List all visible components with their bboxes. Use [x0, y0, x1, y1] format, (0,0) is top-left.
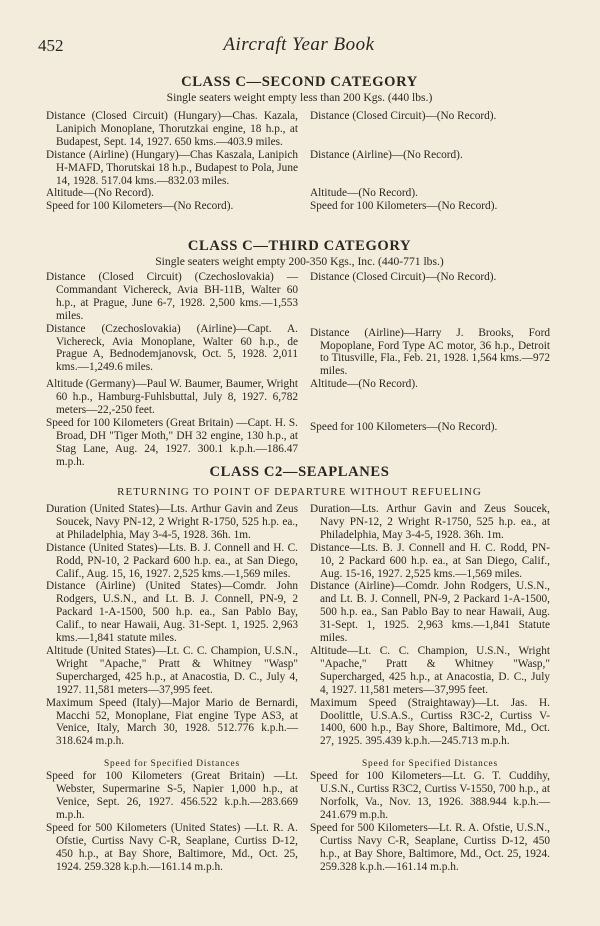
page-number: 452 [38, 36, 64, 55]
record-entry: Speed for 100 Kilometers (Great Britain) —Lt. Webster, Supermarine S-5, Napier 1,000 h.p., at Venice, Sept. 26, 1927. 456.522 k.p.h.—283.669 m.p.h. [46, 770, 298, 821]
page-header [38, 34, 560, 60]
speed-columns [46, 758, 553, 873]
record-entry: Altitude—(No Record). [310, 187, 418, 200]
record-entry: Speed for 100 Kilometers—(No Record). [46, 200, 234, 213]
record-entry: Distance (Czechoslovakia) (Airline)—Capt. A. Vichereck, Avia Monoplane, Walter 60 h.p., de Prague A, Bednodemjanovsk, Oct. 5, 1928. 2,011 kms.—1,249.6 miles. [46, 322, 298, 374]
record-entry: Distance (Closed Circuit)—(No Record). [310, 110, 497, 122]
record-columns [46, 271, 553, 469]
speed-subheading: Speed for Specified Distances [362, 759, 498, 770]
section-class-c-second [46, 74, 553, 213]
record-entry: Maximum Speed (Straightaway)—Lt. Jas. H. Doolittle, U.S.A.S., Curtiss R3C-2, Curtiss V-1400, 600 h.p., Bay Shore, Baltimore, Md., Oct. 27, 1925. 395.439 k.p.h.—245.713 m.p.h. [310, 696, 550, 748]
section-subtitle: Single seaters weight empty less than 200 Kgs. (440 lbs.) [166, 91, 433, 104]
section-title: CLASS C—SECOND CATEGORY [181, 74, 418, 90]
record-entry: Distance (Airline)—Comdr. John Rodgers, U.S.N., and Lt. B. J. Connell, PN-9, 2 Packard 1-A-1500, 500 h.p. ea., San Pablo Bay to near Hawaii, Aug. 31-Sept. 1, 1925. 2,963 kms.—1,841 Statute miles. [310, 580, 550, 645]
record-entry: Altitude—(No Record). [310, 378, 418, 391]
section-title: CLASS C—THIRD CATEGORY [187, 238, 412, 254]
record-entry: Duration (United States)—Lts. Arthur Gavin and Zeus Soucek, Navy PN-12, 2 Wright R-1750, 525 h.p. ea., at Philadelphia, May 3-4-5, 1928. 36h. 1m. [46, 503, 298, 541]
section-class-c2-seaplanes [46, 464, 553, 873]
record-entry: Distance (Airline) (United States)—Comdr. John Rodgers, U.S.N., and Lt. B. J. Connell, PN-9, 2 Packard 1-A-1500, 500 h.p. ea., San Pablo Bay, Calif., to near Hawaii, Aug. 31-Sept. 1, 1925. 2,963 kms.—1,841 statute miles. [46, 580, 298, 645]
record-entry: Distance (Closed Circuit)—(No Record). [310, 271, 497, 283]
record-columns [46, 503, 553, 748]
record-entry: Altitude (Germany)—Paul W. Baumer, Baumer, Wright 60 h.p., Hamburg-Fuhlsbuttal, July 8, 1927. 6,782 meters—22,-250 feet. [46, 378, 298, 417]
record-entry: Distance (Airline)—(No Record). [310, 148, 463, 161]
record-entry: Speed for 100 Kilometers—(No Record). [310, 200, 498, 213]
record-entry: Altitude (United States)—Lt. C. C. Champion, U.S.N., Wright "Apache," Pratt & Whitney "Wasp" Supercharged, 425 h.p., at Anacostia, D. C., July 4, 1927. 11,581 meters—37,995 feet. [46, 644, 298, 696]
record-entry: Altitude—Lt. C. C. Champion, U.S.N., Wright "Apache," Pratt & Whitney "Wasp," Supercharged, 425 h.p., at Anacostia, D. C., July 4, 1927. 11,581 meters—37,995 feet. [310, 644, 550, 696]
record-entry: Speed for 500 Kilometers—Lt. R. A. Ofstie, U.S.N., Curtiss Navy C-R, Seaplane, Curtiss D-12, 450 h.p., at Bay Shore, Baltimore, Md., Oct. 25, 1924. 259.328 k.p.h.—161.14 m.p.h. [310, 821, 550, 873]
section-title: CLASS C2—SEAPLANES [209, 464, 390, 480]
record-entry: Altitude—(No Record). [46, 187, 154, 200]
record-entry: Speed for 100 Kilometers—Lt. G. T. Cuddihy, U.S.N., Curtiss R3C2, Curtiss V-1550, 700 h.p., at Norfolk, Va., Nov. 13, 1926. 388.944 k.p.h.—241.679 m.p.h. [310, 770, 550, 821]
record-entry: Speed for 100 Kilometers (Great Britain) —Capt. H. S. Broad, DH "Tiger Moth," DH 32 engine, 130 h.p., at Stag Lane, Aug. 24, 1927. 300.1 k.p.h.—186.47 m.p.h. [46, 416, 298, 468]
record-entry: Distance (Closed Circuit) (Czechoslovakia) —Commandant Vichereck, Avia BH-11B, Walter 60 h.p., at Prague, June 6-7, 1928. 2,500 kms.—1,553 miles. [46, 271, 298, 322]
record-entry: Distance (Airline) (Hungary)—Chas Kaszala, Lanipich H-MAFD, Thorutskai 18 h.p., Budapest to Pola, June 14, 1928. 517.04 kms.—832.03 miles. [46, 148, 298, 187]
record-entry: Distance (Airline)—Harry J. Brooks, Ford Mopoplane, Ford Type AC motor, 36 h.p., Detroit to Titusville, Fla., Feb. 21, 1928. 1,564 kms.—972 miles. [310, 326, 550, 378]
section-class-c-third [46, 238, 553, 469]
record-entry: Speed for 500 Kilometers (United States) —Lt. R. A. Ofstie, Curtiss Navy C-R, Seaplane, Curtiss D-12, 450 h.p., at Bay Shore, Baltimore, Md., Oct. 25, 1924. 259.328 k.p.h.—161.14 m.p.h. [46, 821, 298, 873]
section-subtitle: RETURNING TO POINT OF DEPARTURE WITHOUT REFUELING [117, 486, 482, 498]
record-entry: Distance—Lts. B. J. Connell and H. C. Rodd, PN-10, 2 Packard 600 h.p. ea., at San Diego, Calif., Aug. 15-16, 1927. 2,525 kms.—1,569 miles. [310, 541, 550, 580]
speed-subheading: Speed for Specified Distances [104, 759, 240, 770]
record-entry: Distance (United States)—Lts. B. J. Connell and H. C. Rodd, PN-10, 2 Packard 600 h.p. ea., at San Diego, Calif., Aug. 15, 16, 1927. 2,525 kms.—1,569 miles. [46, 541, 298, 580]
record-entry: Speed for 100 Kilometers—(No Record). [310, 420, 498, 433]
section-subtitle: Single seaters weight empty 200-350 Kgs., Inc. (440-771 lbs.) [155, 255, 444, 268]
record-entry: Duration—Lts. Arthur Gavin and Zeus Soucek, Navy PN-12, 2 Wright R-1750, 525 h.p. ea., at Philadelphia, May 3-4-5, 1928. 36h. 1m. [310, 503, 550, 541]
record-entry: Distance (Closed Circuit) (Hungary)—Chas. Kazala, Lanipich Monoplane, Thorutzkai engine, 18 h.p., at Budapest, Sept. 14, 1927. 650 kms.—403.9 miles. [46, 110, 298, 148]
record-entry: Maximum Speed (Italy)—Major Mario de Bernardi, Macchi 52, Monoplane, Fiat engine Type AS3, at Venice, Italy, March 30, 1928. 512.776 k.p.h.—318.624 m.p.h. [46, 696, 298, 748]
running-title: Aircraft Year Book [223, 34, 375, 55]
record-columns [46, 110, 553, 213]
